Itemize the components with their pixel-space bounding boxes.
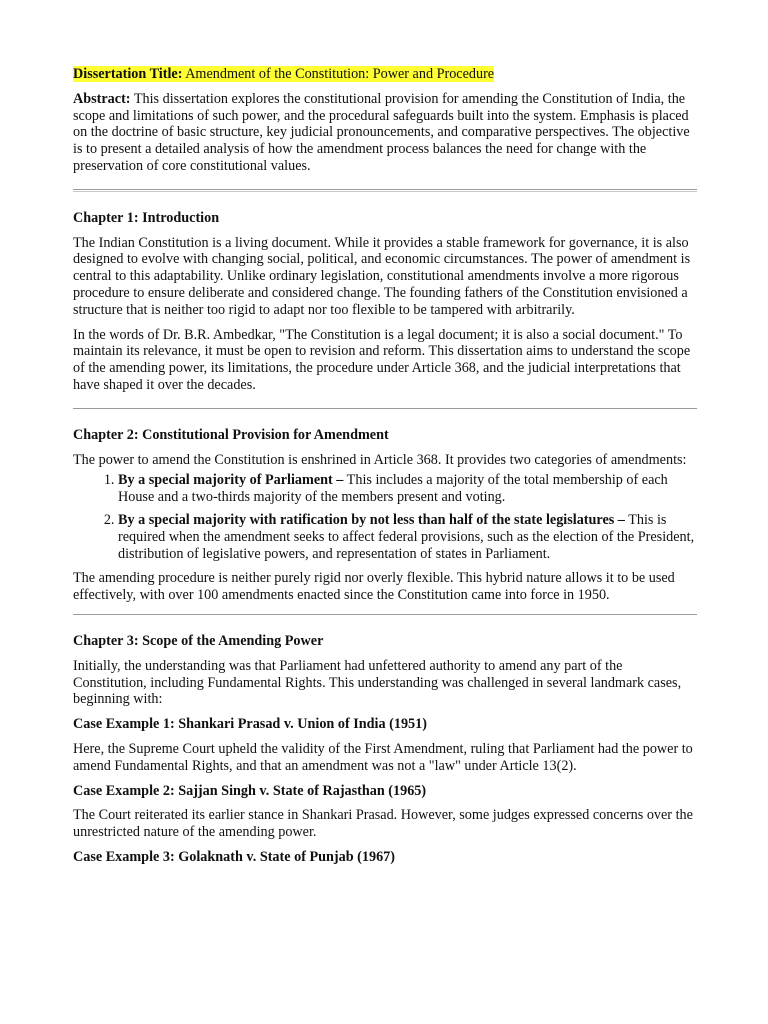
dissertation-title [73,66,697,83]
case-title: Case Example 1: Shankari Prasad v. Union of India (1951) [73,716,427,733]
list-item-text: This is required when the amendment seeks to affect federal provisions, such as the election of the President, distribution of legislative powers, and representation of states in Parliament. [118,511,695,562]
section-divider [73,189,697,192]
list-item-bold: By a special majority of Parliament – [118,472,344,489]
abstract-label: Abstract: [73,90,131,107]
chapter3-intro: Initially, the understanding was that Parliament had unfettered authority to amend any part of the Constitution, including Fundamental Rights. This understanding was challenged in several landmark cases, beginning with: [73,657,682,708]
section-divider [73,408,697,409]
chapter1-para2: In the words of Dr. B.R. Ambedkar, "The Constitution is a legal document; it is also a social document." To maintain its relevance, it must be open to revision and reform. This dissertation aims to understand the scope of the amending power, its limitations, the procedure under Article 368, and the judicial interpretations that have shaped it over the decades. [73,326,691,393]
document-body [73,66,697,874]
case-title: Case Example 2: Sajjan Singh v. State of Rajasthan (1965) [73,782,427,799]
abstract [73,91,697,175]
chapter1-para1: The Indian Constitution is a living document. While it provides a stable framework for governance, it is also designed to evolve with changing social, political, and economic circumstances. The power of amendment is central to this adaptability. Unlike ordinary legislation, constitutional amendments involve a more rigorous procedure to ensure deliberate and considered change. The founding fathers of the Constitution envisioned a structure that is neither too rigid to adapt nor too flexible to be tampered with arbitrarily. [73,234,691,318]
chapter3-heading: Chapter 3: Scope of the Amending Power [73,632,324,649]
chapter2-closing: The amending procedure is neither purely rigid nor overly flexible. This hybrid nature allows it to be used effectively, with over 100 amendments enacted since the Constitution came into force in 1950. [73,570,675,604]
chapter2-intro: The power to amend the Constitution is enshrined in Article 368. It provides two categories of amendments: [73,451,687,468]
chapter1-heading: Chapter 1: Introduction [73,209,220,226]
title-text: Amendment of the Constitution: Power and Procedure [185,66,495,82]
amendment-categories-list [73,472,697,562]
list-item-text: This includes a majority of the total membership of each House and a two-thirds majority of the members present and voting. [118,472,668,506]
list-item [118,472,697,506]
section-divider [73,614,697,615]
case-text: The Court reiterated its earlier stance in Shankari Prasad. However, some judges expressed concerns over the unrestricted nature of the amending power. [73,807,693,841]
case-text: Here, the Supreme Court upheld the validity of the First Amendment, ruling that Parliament had the power to amend Fundamental Rights, and that an amendment was not a "law" under Article 13(2). [73,740,693,774]
list-item-bold: By a special majority with ratification by not less than half of the state legislatures – [118,511,625,528]
case-title: Case Example 3: Golaknath v. State of Punjab (1967) [73,848,395,865]
list-item [118,512,697,562]
chapter2-heading: Chapter 2: Constitutional Provision for Amendment [73,426,389,443]
abstract-text: This dissertation explores the constitutional provision for amending the Constitution of India, the scope and limitations of such power, and the procedural safeguards built into the system. Emphasis is placed on the doctrine of basic structure, key judicial pronouncements, and comparative perspectives. The objective is to present a detailed analysis of how the amendment process balances the need for change with the preservation of core constitutional values. [73,90,690,174]
title-label: Dissertation Title: [73,66,183,82]
